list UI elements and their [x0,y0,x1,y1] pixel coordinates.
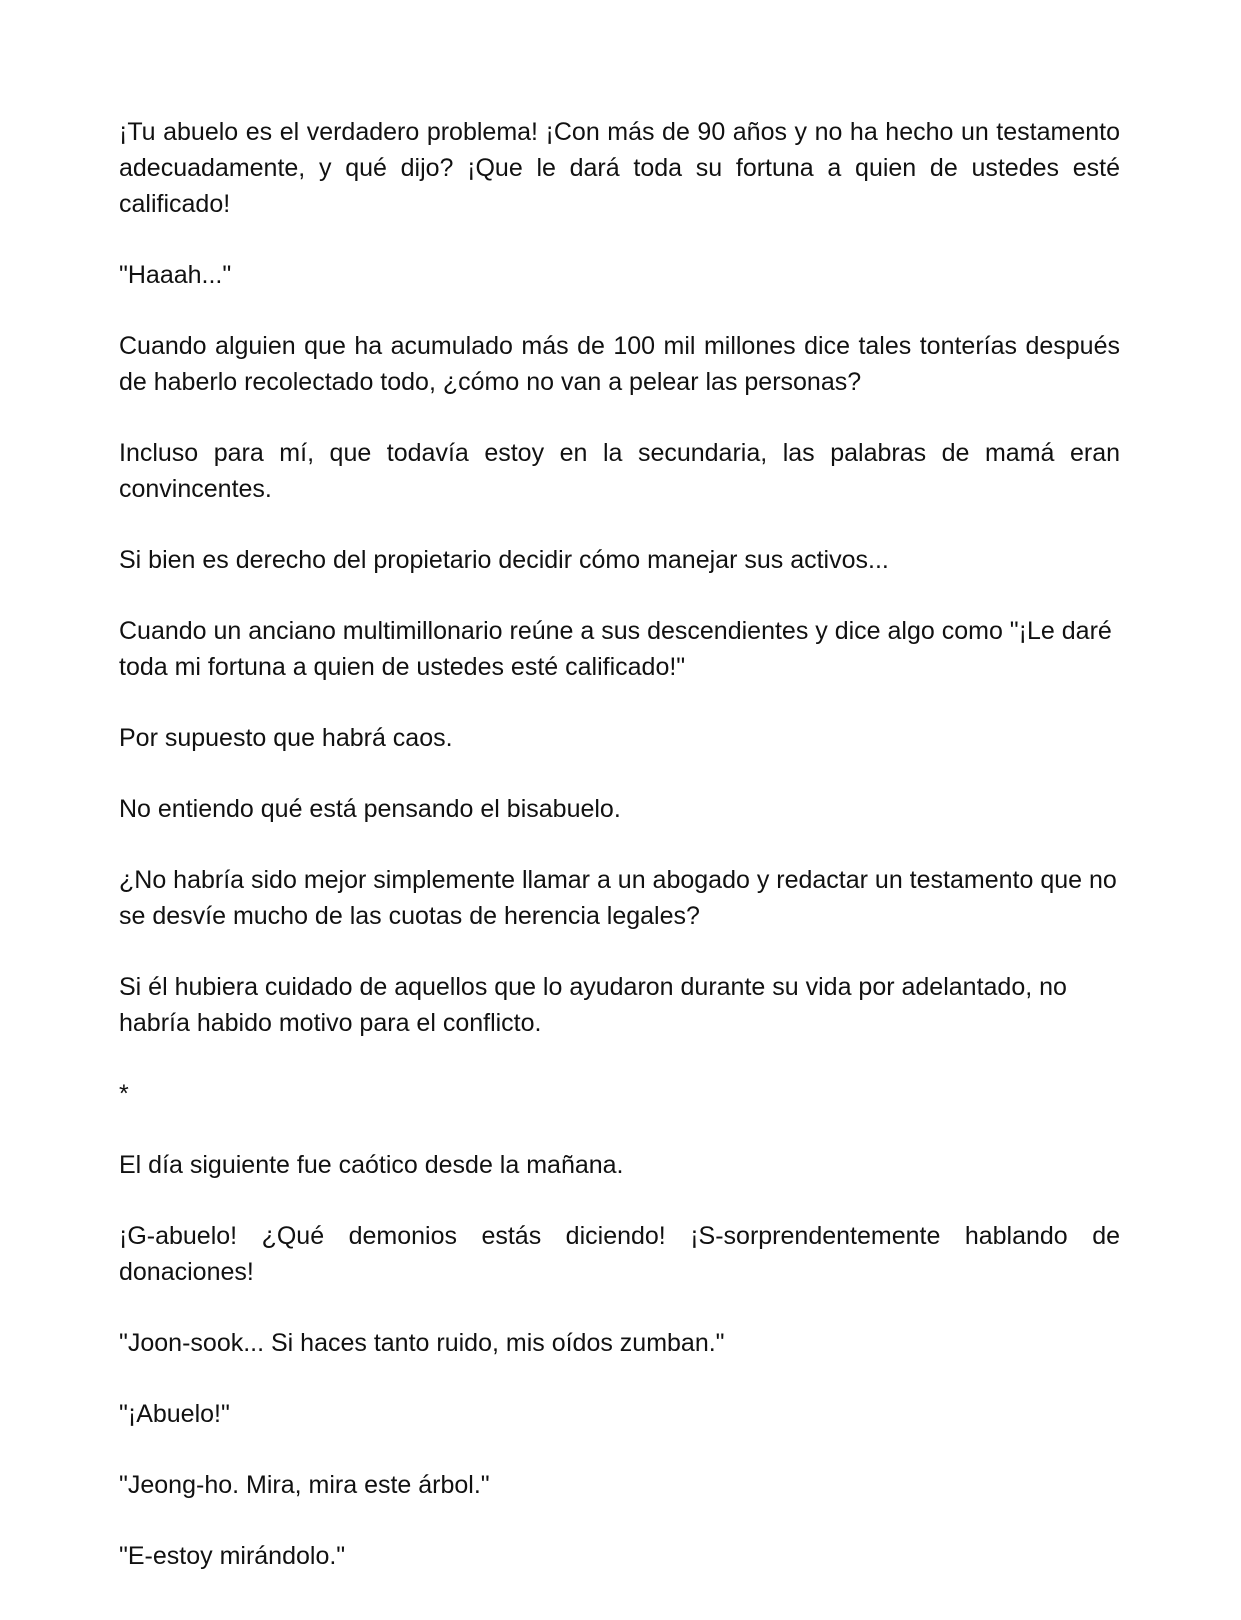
paragraph-6: Cuando un anciano multimillonario reúne a sus descendientes y dice algo como "¡Le daré toda mi fortuna a quien de ustedes esté calificado!" [119,617,1112,681]
scene-separator: * [119,1080,129,1108]
document-page [119,114,1120,1609]
paragraph-16: "E-estoy mirándolo." [119,1542,346,1570]
paragraph-13: "Joon-sook... Si haces tanto ruido, mis oídos zumban." [119,1329,725,1357]
paragraph-12: ¡G-abuelo! ¿Qué demonios estás diciendo! ¡S-sorprendentemente hablando de donaciones! [119,1222,1120,1286]
paragraph-3: Cuando alguien que ha acumulado más de 100 mil millones dice tales tonterías después de haberlo recolectado todo, ¿cómo no van a pelear las personas? [119,332,1120,396]
paragraph-4: Incluso para mí, que todavía estoy en la secundaria, las palabras de mamá eran convincentes. [119,439,1120,503]
paragraph-11: El día siguiente fue caótico desde la mañana. [119,1151,624,1179]
paragraph-15: "Jeong-ho. Mira, mira este árbol." [119,1471,490,1499]
paragraph-14: "¡Abuelo!" [119,1400,230,1428]
paragraph-2: "Haaah..." [119,261,232,289]
paragraph-9: ¿No habría sido mejor simplemente llamar a un abogado y redactar un testamento que no se desvíe mucho de las cuotas de herencia legales? [119,866,1117,930]
paragraph-8: No entiendo qué está pensando el bisabuelo. [119,795,621,823]
paragraph-1: ¡Tu abuelo es el verdadero problema! ¡Con más de 90 años y no ha hecho un testamento adecuadamente, y qué dijo? ¡Que le dará toda su fortuna a quien de ustedes esté calificado! [119,118,1120,218]
paragraph-7: Por supuesto que habrá caos. [119,724,453,752]
paragraph-10: Si él hubiera cuidado de aquellos que lo ayudaron durante su vida por adelantado, no habría habido motivo para el conflicto. [119,973,1067,1037]
paragraph-5: Si bien es derecho del propietario decidir cómo manejar sus activos... [119,546,889,574]
